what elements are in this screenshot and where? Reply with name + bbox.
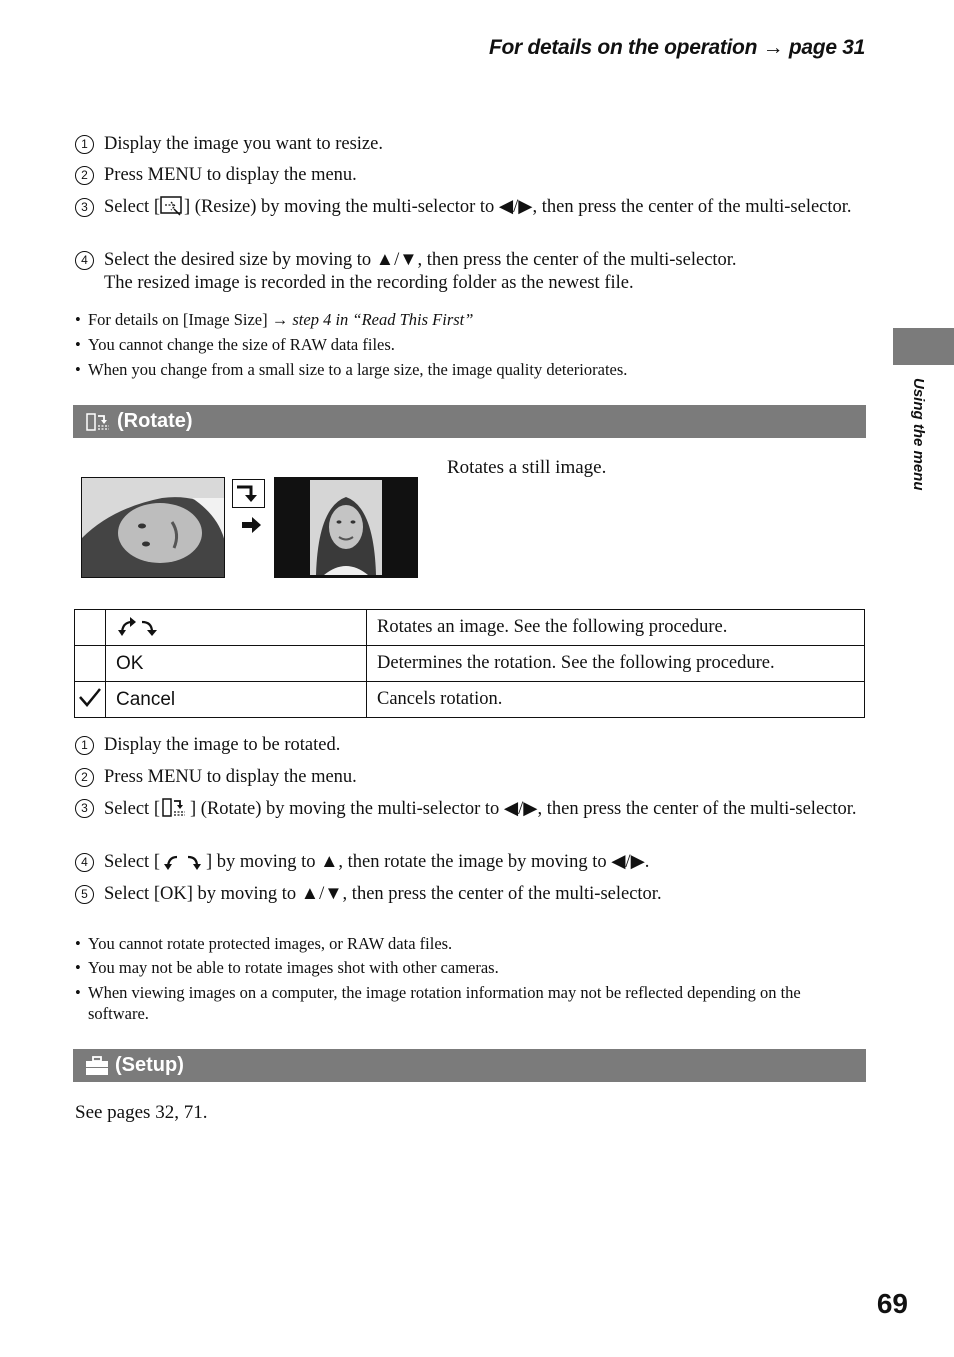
- resize-icon: [160, 196, 184, 216]
- resize-step-1: 1 Display the image you want to resize.: [75, 133, 865, 156]
- resize-step-2: 2 Press MENU to display the menu.: [75, 164, 865, 187]
- resize-note-1: • For details on [Image Size] → step 4 in “Read This First”: [75, 310, 474, 329]
- resize-note-3: • When you change from a small size to a large size, the image quality deteriorates.: [75, 360, 628, 379]
- rotate-note-3: • When viewing images on a computer, the image rotation information may not be reflected depending on the software.: [75, 983, 801, 1023]
- side-tab: [893, 328, 954, 365]
- rotate-options-table: [74, 609, 865, 718]
- setup-text: See pages 32, 71.: [75, 1102, 208, 1123]
- rotate-step-1: 1 Display the image to be rotated.: [75, 734, 865, 757]
- resize-step-4: 4 Select the desired size by moving to ▲/▼, then press the center of the multi-selector. The resized image is recorded in the recording folder as the newest file.: [75, 249, 865, 295]
- table-row: Rotates an image. See the following procedure.: [75, 610, 865, 646]
- rotate-arrows-icon: [116, 616, 160, 638]
- table-row: OK Determines the rotation. See the following procedure.: [75, 646, 865, 682]
- rotate-step-4: 4 Select [ ] by moving to ▲, then rotate the image by moving to ◀/▶.: [75, 851, 865, 874]
- rotate-note-2: • You may not be able to rotate images shot with other cameras.: [75, 958, 499, 977]
- rotate-step-3: 3 Select [ ] (Rotate) by moving the multi-selector to ◀/▶, then press the center of the multi-selector.: [75, 797, 865, 821]
- rotate-description: Rotates a still image.: [447, 457, 607, 478]
- page-number: 69: [876, 1288, 908, 1319]
- checkmark-icon: [78, 687, 102, 707]
- rotate-note-1: • You cannot rotate protected images, or RAW data files.: [75, 934, 453, 953]
- table-row: Cancel Cancels rotation.: [75, 682, 865, 718]
- rotate-section-header: (Rotate): [73, 405, 866, 438]
- rotate-arrows-icon: [160, 851, 206, 871]
- rotate-right-icon: [232, 479, 265, 508]
- resize-note-2: • You cannot change the size of RAW data files.: [75, 335, 395, 354]
- side-label: Using the menu: [910, 378, 927, 491]
- rotated-photo-after: [274, 477, 418, 578]
- rotated-photo-before: [81, 477, 225, 578]
- rotate-menu-icon: [160, 797, 190, 819]
- rotate-menu-icon: [85, 412, 111, 432]
- rotate-step-2: 2 Press MENU to display the menu.: [75, 766, 865, 789]
- resize-step-3: 3 Select [ ] (Resize) by moving the multi-selector to ◀/▶, then press the center of the multi-selector.: [75, 196, 865, 219]
- arrow-right-icon: [240, 516, 262, 539]
- page-header: For details on the operation → page 31: [489, 36, 865, 59]
- rotate-step-5: 5 Select [OK] by moving to ▲/▼, then press the center of the multi-selector.: [75, 883, 865, 906]
- toolbox-icon: [85, 1056, 109, 1076]
- setup-section-header: (Setup): [73, 1049, 866, 1082]
